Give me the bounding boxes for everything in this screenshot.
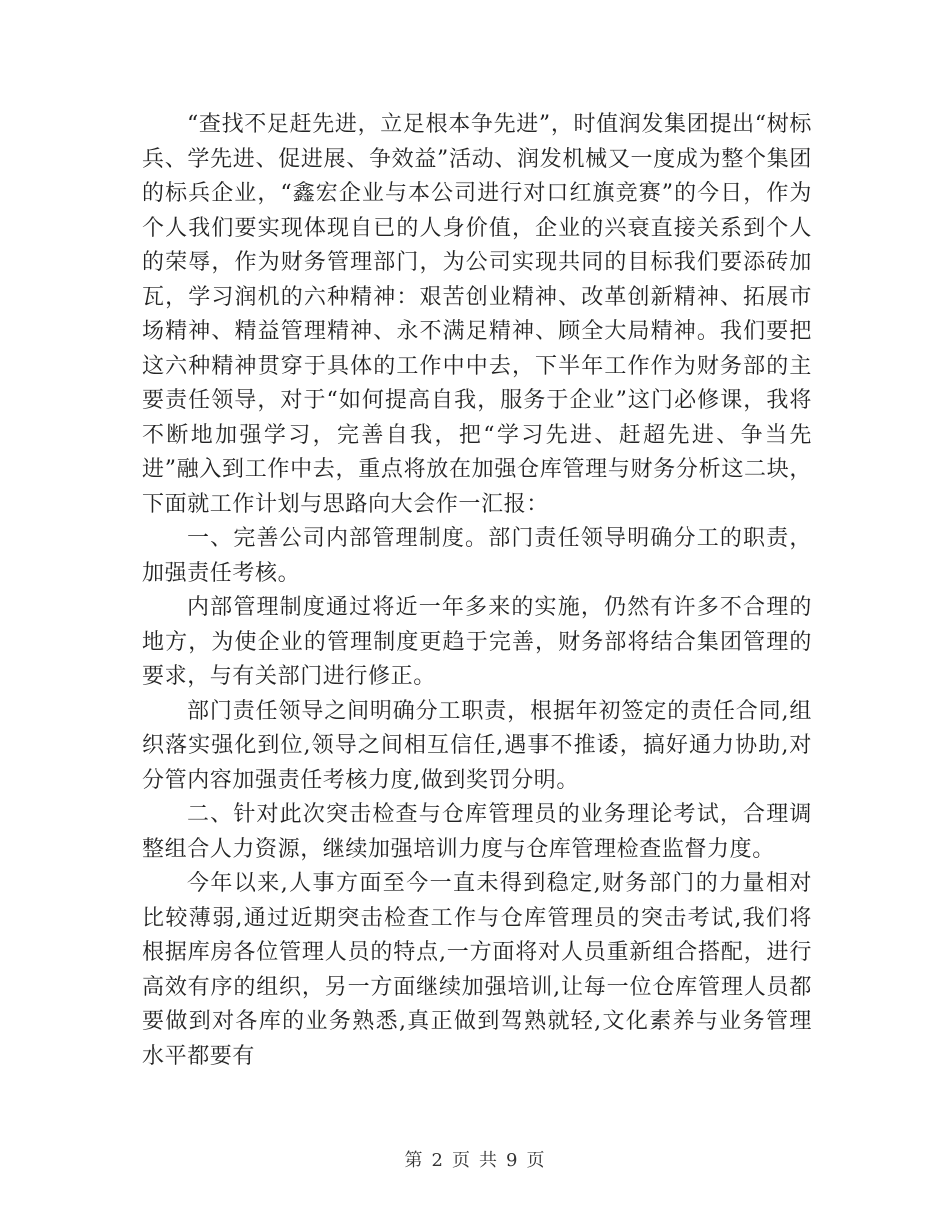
document-body [142,108,812,1074]
footer-prefix: 第 [404,1150,424,1171]
footer-total-pages: 9 [506,1150,519,1171]
footer-total-word: 共 [479,1150,498,1171]
footer-page-word: 页 [452,1150,471,1171]
footer-suffix: 页 [526,1150,546,1171]
paragraph-internal-management: 内部管理制度通过将近一年多来的实施，仍然有许多不合理的地方，为使企业的管理制度更趋于完善，财务部将结合集团管理的要求，与有关部门进行修正。 [142,595,812,689]
paragraph-responsibility: 部门责任领导之间明确分工职责，根据年初签定的责任合同,组织落实强化到位,领导之间相互信任,遇事不推诿，搞好通力协助,对分管内容加强责任考核力度,做到奖罚分明。 [142,698,812,793]
footer-current-page: 2 [431,1150,444,1171]
page-footer [0,1146,950,1172]
paragraph-section-two-heading: 二、针对此次突击检查与仓库管理员的业务理论考试，合理调整组合人力资源，继续加强培训力度与仓库管理检查监督力度。 [142,802,812,862]
paragraph-personnel: 今年以来,人事方面至今一直未得到稳定,财务部门的力量相对比较薄弱,通过近期突击检查工作与仓库管理员的突击考试,我们将根据库房各位管理人员的特点,一方面将对人员重新组合搭配，进行高效有序的组织，另一方面继续加强培训,让每一位仓库管理人员都要做到对各库的业务熟悉,真正做到驾熟就轻,文化素养与业务管理水平都要有 [142,871,812,1069]
paragraph-section-one-heading: 一、完善公司内部管理制度。部门责任领导明确分工的职责，加强责任考核。 [142,526,812,586]
paragraph-intro: “查找不足赶先进，立足根本争先进”，时值润发集团提出“树标兵、学先进、促进展、争效益”活动、润发机械又一度成为整个集团的标兵企业，“鑫宏企业与本公司进行对口红旗竞赛”的今日，作为个人我们要实现体现自已的人身价值，企业的兴衰直接关系到个人的荣辱，作为财务管理部门，为公司实现共同的目标我们要添砖加瓦，学习润机的六种精神：艰苦创业精神、改革创新精神、拓展市场精神、精益管理精神、永不满足精神、顾全大局精神。我们要把这六种精神贯穿于具体的工作中中去，下半年工作作为财务部的主要责任领导，对于“如何提高自我，服务于企业”这门必修课，我将不断地加强学习，完善自我，把“学习先进、赶超先进、争当先进”融入到工作中去，重点将放在加强仓库管理与财务分析这二块，下面就工作计划与思路向大会作一汇报： [142,112,812,517]
